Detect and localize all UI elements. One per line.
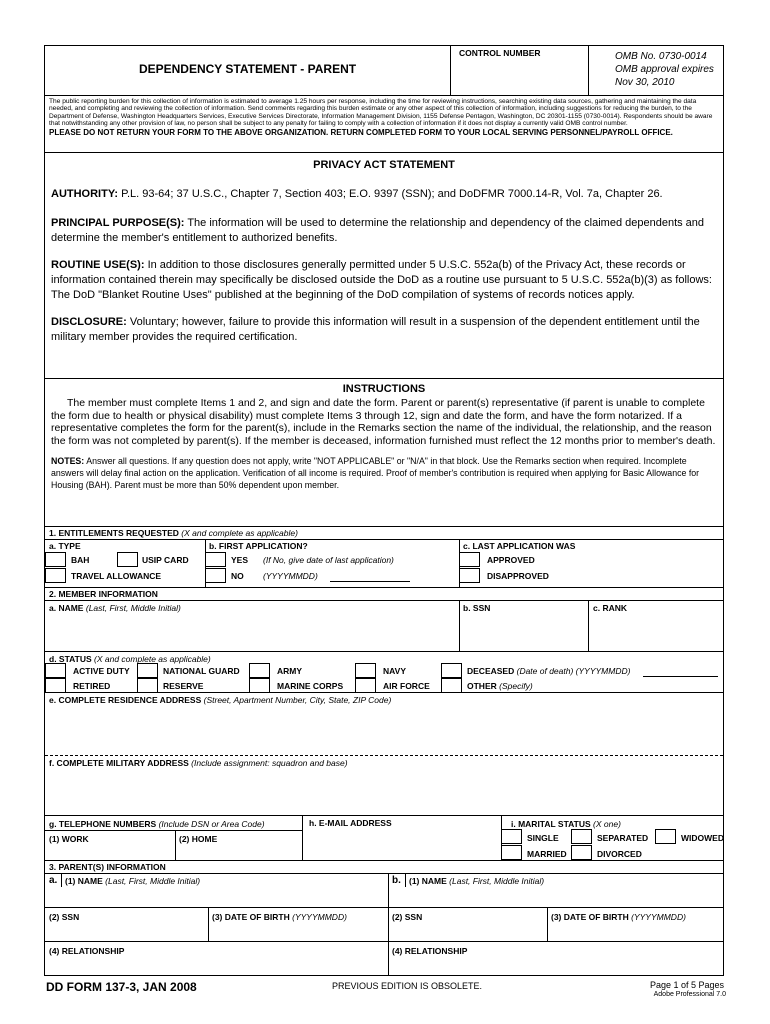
- divorced-checkbox[interactable]: [571, 845, 592, 860]
- instructions-title: INSTRUCTIONS: [342, 383, 426, 395]
- form-number: DD FORM 137-3, JAN 2008: [46, 980, 197, 994]
- purpose-text: The information will be used to determine the relationship and dependency of the claimed dependents and determine the member's entitlement to authorized benefits.: [51, 217, 705, 244]
- parent-ssn-row: [45, 908, 723, 942]
- other-checkbox[interactable]: [441, 678, 462, 693]
- married-checkbox[interactable]: [501, 845, 522, 860]
- parent-b-dob-label-text: (3) DATE OF BIRTH: [551, 912, 629, 922]
- last-app-label: c. LAST APPLICATION WAS: [463, 541, 576, 551]
- disapproved-checkbox[interactable]: [459, 568, 480, 583]
- national-guard-checkbox[interactable]: [137, 663, 158, 678]
- parent-a-dob-field[interactable]: [212, 923, 384, 939]
- military-note: (Include assignment: squadron and base): [191, 758, 348, 768]
- divorced-label: DIVORCED: [597, 849, 642, 859]
- disclosure-paragraph: [51, 315, 717, 345]
- burden-text: The public reporting burden for this collection of information is estimated to average 1.25 hours per response, including the time for reviewing instructions, searching existing data sources, gathering and maintaining the data needed, and completing and reviewing the collection of information. Send comments regarding this burden estimate or any other aspect of this collection of information, including suggestions for reducing the burden, to the Department of Defense, Washington Headquarters Services, Executive Services Directorate, Information Management Division, 1155 Defense Pentagon, Washington, DC 20301-1155 (0730-0014). Respondents should be aware that notwithstanding any other provision of law, no person shall be subject to any penalty for failing to comply with a collection of information if it does not display a currently valid OMB control number.: [49, 98, 713, 128]
- parent-b-rel-field[interactable]: [392, 957, 719, 973]
- member-status-row: [45, 652, 723, 693]
- instructions-body: The member must complete Items 1 and 2, and sign and date the form. Parent or parent(s) representative (if parent is unable to complete the form due to health or physical disability) must complete Items 3 through 12, sign and date the form, and have the form notarized. If a representative completes the form for the parent(s), include in the Remarks section the name of the individual, the relationship, and the reason the form was not completed by parent(s). If the member is deceased, information furnished must reflect the 12 months prior to member's death.: [51, 397, 716, 447]
- parent-a-name-field[interactable]: [65, 888, 383, 906]
- parent-a-dob-label: [212, 912, 347, 922]
- reserve-label: RESERVE: [163, 681, 204, 691]
- type-label: a. TYPE: [49, 541, 81, 551]
- disclosure-label: DISCLOSURE:: [51, 316, 127, 328]
- member-name-label-text: a. NAME: [49, 603, 84, 613]
- army-checkbox[interactable]: [249, 663, 270, 678]
- obsolete-notice: PREVIOUS EDITION IS OBSOLETE.: [332, 981, 483, 991]
- yes-checkbox[interactable]: [205, 552, 226, 567]
- marital-label: [511, 819, 621, 829]
- member-name-note: (Last, First, Middle Initial): [85, 603, 181, 613]
- airforce-checkbox[interactable]: [355, 678, 376, 693]
- parent-b-ssn-label: (2) SSN: [392, 912, 423, 922]
- form-title: DEPENDENCY STATEMENT - PARENT: [138, 62, 357, 76]
- bah-label: BAH: [71, 555, 90, 565]
- routine-paragraph: [51, 258, 717, 303]
- entitlements-section: [45, 527, 723, 588]
- member-ssn-field[interactable]: [463, 615, 583, 649]
- last-app-date-field[interactable]: [330, 581, 410, 582]
- burden-bold-text: PLEASE DO NOT RETURN YOUR FORM TO THE ABOVE ORGANIZATION. RETURN COMPLETED FORM TO YOUR LOCAL SERVING PERSONNEL/PAYROLL OFFICE.: [49, 127, 673, 137]
- page-number: Page 1 of 5 Pages: [649, 980, 724, 990]
- retired-checkbox[interactable]: [45, 678, 66, 693]
- approved-checkbox[interactable]: [459, 552, 480, 567]
- parent-a-ssn-field[interactable]: [49, 923, 204, 939]
- separated-checkbox[interactable]: [571, 829, 592, 844]
- parent-a-name-label: [65, 876, 200, 886]
- other-label-text: OTHER: [467, 681, 497, 691]
- residence-label: [49, 695, 391, 705]
- marital-note: (X one): [593, 819, 621, 829]
- parent-a-dob-label-text: (3) DATE OF BIRTH: [212, 912, 290, 922]
- authority-paragraph: [51, 187, 717, 202]
- member-name-field[interactable]: [49, 615, 454, 649]
- status-label: [49, 654, 211, 664]
- phone-note: (Include DSN or Area Code): [158, 819, 265, 829]
- work-phone-field[interactable]: [49, 844, 171, 858]
- parent-a-dob-note: (YYYYMMDD): [292, 912, 347, 922]
- military-address-row: [45, 756, 723, 816]
- parent-a-marker: a.: [49, 875, 58, 886]
- reserve-checkbox[interactable]: [137, 678, 158, 693]
- widowed-checkbox[interactable]: [655, 829, 676, 844]
- army-label: ARMY: [277, 666, 303, 676]
- active-duty-checkbox[interactable]: [45, 663, 66, 678]
- notes-text: Answer all questions. If any question does not apply, write "NOT APPLICABLE" or "N/A" in that block. Use the Remarks section when required. Incomplete answers will delay final action on the application. Verification of all income is required. Proof of member's contribution is required when applying for Basic Allowance for Housing (BAH). Parent must be more than 50% dependent upon member.: [51, 456, 700, 491]
- control-number-label: CONTROL NUMBER: [459, 48, 541, 58]
- notes-label: NOTES:: [51, 456, 85, 467]
- sec3-title: 3. PARENT(S) INFORMATION: [49, 862, 166, 872]
- military-label: [49, 758, 348, 768]
- purpose-label: PRINCIPAL PURPOSE(S):: [51, 217, 185, 229]
- other-label: [467, 681, 533, 691]
- parent-info-header: [45, 861, 723, 874]
- military-address-field[interactable]: [49, 770, 719, 813]
- married-label: MARRIED: [527, 849, 567, 859]
- active-duty-label: ACTIVE DUTY: [73, 666, 130, 676]
- national-guard-label: NATIONAL GUARD: [163, 666, 240, 676]
- disclosure-text: Voluntary; however, failure to provide this information will result in a suspension of the dependent entitlement until the military member provides the required certification.: [51, 316, 700, 343]
- omb-approval: OMB approval expires: [615, 64, 714, 75]
- parent-b-dob-note: (YYYYMMDD): [631, 912, 686, 922]
- form-header: [45, 46, 723, 96]
- phone-label-text: g. TELEPHONE NUMBERS: [49, 819, 157, 829]
- member-name-row: [45, 601, 723, 652]
- disapproved-label: DISAPPROVED: [487, 571, 549, 581]
- omb-date: Nov 30, 2010: [615, 77, 675, 88]
- parent-b-marker: b.: [392, 875, 401, 886]
- deceased-checkbox[interactable]: [441, 663, 462, 678]
- yes-note: (If No, give date of last application): [263, 555, 394, 565]
- navy-checkbox[interactable]: [355, 663, 376, 678]
- parent-a-name-label-text: (1) NAME: [65, 876, 103, 886]
- omb-info: [615, 50, 714, 89]
- usip-label: USIP CARD: [142, 555, 189, 565]
- software-version: Adobe Professional 7.0: [653, 991, 726, 998]
- single-checkbox[interactable]: [501, 829, 522, 844]
- parent-b-dob-label: [551, 912, 686, 922]
- status-label-text: d. STATUS: [49, 654, 92, 664]
- contact-row: [45, 816, 723, 861]
- deceased-label: [467, 666, 630, 676]
- usip-checkbox[interactable]: [117, 552, 138, 567]
- no-checkbox[interactable]: [205, 568, 226, 583]
- parent-b-name-field[interactable]: [409, 888, 719, 906]
- retired-label: RETIRED: [73, 681, 111, 691]
- member-rank-label: c. RANK: [593, 603, 628, 613]
- military-label-text: f. COMPLETE MILITARY ADDRESS: [49, 758, 189, 768]
- marital-label-text: i. MARITAL STATUS: [511, 819, 591, 829]
- single-label: SINGLE: [527, 833, 559, 843]
- authority-label: AUTHORITY:: [51, 188, 119, 200]
- parent-b-name-label-text: (1) NAME: [409, 876, 447, 886]
- instructions-section: [45, 379, 723, 527]
- widowed-label: WIDOWED: [681, 833, 724, 843]
- sec1-title-text: 1. ENTITLEMENTS REQUESTED: [49, 528, 179, 538]
- marine-checkbox[interactable]: [249, 678, 270, 693]
- residence-address-field[interactable]: [49, 707, 719, 753]
- home-phone-label: (2) HOME: [179, 834, 218, 844]
- sec2-title: 2. MEMBER INFORMATION: [49, 589, 158, 599]
- phone-label: [49, 819, 265, 829]
- yes-label: YES: [231, 555, 249, 565]
- member-name-label: [49, 603, 181, 613]
- parent-b-rel-label: (4) RELATIONSHIP: [392, 946, 468, 956]
- notes-paragraph: [51, 455, 717, 491]
- no-label: NO: [231, 571, 244, 581]
- sec1-title: [49, 528, 298, 538]
- parent-a-name-note: (Last, First, Middle Initial): [105, 876, 201, 886]
- parent-relationship-row: [45, 942, 723, 975]
- parent-b-dob-field[interactable]: [551, 923, 719, 939]
- privacy-title: PRIVACY ACT STATEMENT: [313, 159, 455, 171]
- deceased-label-text: DECEASED: [467, 666, 515, 676]
- first-app-label: b. FIRST APPLICATION?: [209, 541, 308, 551]
- form-frame: [44, 45, 724, 976]
- deceased-note: (Date of death) (YYYYMMDD): [516, 666, 631, 676]
- date-of-death-field[interactable]: [643, 676, 718, 677]
- home-phone-field[interactable]: [179, 844, 297, 858]
- airforce-label: AIR FORCE: [383, 681, 430, 691]
- burden-statement: [45, 96, 723, 153]
- no-note: (YYYYMMDD): [263, 571, 318, 581]
- omb-number: OMB No. 0730-0014: [615, 51, 707, 62]
- member-info-header: [45, 588, 723, 601]
- authority-text: P.L. 93-64; 37 U.S.C., Chapter 7, Section 403; E.O. 9397 (SSN); and DoDFMR 7000.14-R, Vol. 7a, Chapter 26.: [121, 188, 663, 200]
- parent-b-ssn-field[interactable]: [392, 923, 542, 939]
- travel-checkbox[interactable]: [45, 568, 66, 583]
- parent-a-ssn-label: (2) SSN: [49, 912, 80, 922]
- approved-label: APPROVED: [487, 555, 535, 565]
- parent-a-rel-field[interactable]: [49, 957, 384, 973]
- purpose-paragraph: [51, 216, 717, 246]
- control-number-field[interactable]: [463, 58, 583, 92]
- member-ssn-label: b. SSN: [463, 603, 491, 613]
- privacy-act-section: [45, 153, 723, 379]
- sec1-title-note: (X and complete as applicable): [181, 528, 298, 538]
- routine-text: In addition to those disclosures generally permitted under 5 U.S.C. 552a(b) of the Privacy Act, these records or information contained therein may specifically be disclosed outside the DoD as a routine use pursuant to 5 U.S.C. 552a(b)(3) as follows: The DoD "Blanket Routine Uses" published at the beginning of the DoD compilation of systems of records notices apply.: [51, 259, 712, 301]
- residence-label-text: e. COMPLETE RESIDENCE ADDRESS: [49, 695, 202, 705]
- navy-label: NAVY: [383, 666, 406, 676]
- status-note: (X and complete as applicable): [94, 654, 211, 664]
- parent-b-name-label: [409, 876, 544, 886]
- residence-address-row: [45, 693, 723, 756]
- work-phone-label: (1) WORK: [49, 834, 89, 844]
- marine-label: MARINE CORPS: [277, 681, 344, 691]
- email-label: h. E-MAIL ADDRESS: [309, 818, 392, 828]
- routine-label: ROUTINE USE(S):: [51, 259, 145, 271]
- parent-b-name-note: (Last, First, Middle Initial): [449, 876, 545, 886]
- bah-checkbox[interactable]: [45, 552, 66, 567]
- travel-label: TRAVEL ALLOWANCE: [71, 571, 162, 581]
- parent-name-row: [45, 874, 723, 908]
- email-field[interactable]: [307, 830, 497, 858]
- parent-a-rel-label: (4) RELATIONSHIP: [49, 946, 125, 956]
- member-rank-field[interactable]: [593, 615, 719, 649]
- separated-label: SEPARATED: [597, 833, 649, 843]
- other-note: (Specify): [499, 681, 533, 691]
- residence-note: (Street, Apartment Number, City, State, ZIP Code): [203, 695, 392, 705]
